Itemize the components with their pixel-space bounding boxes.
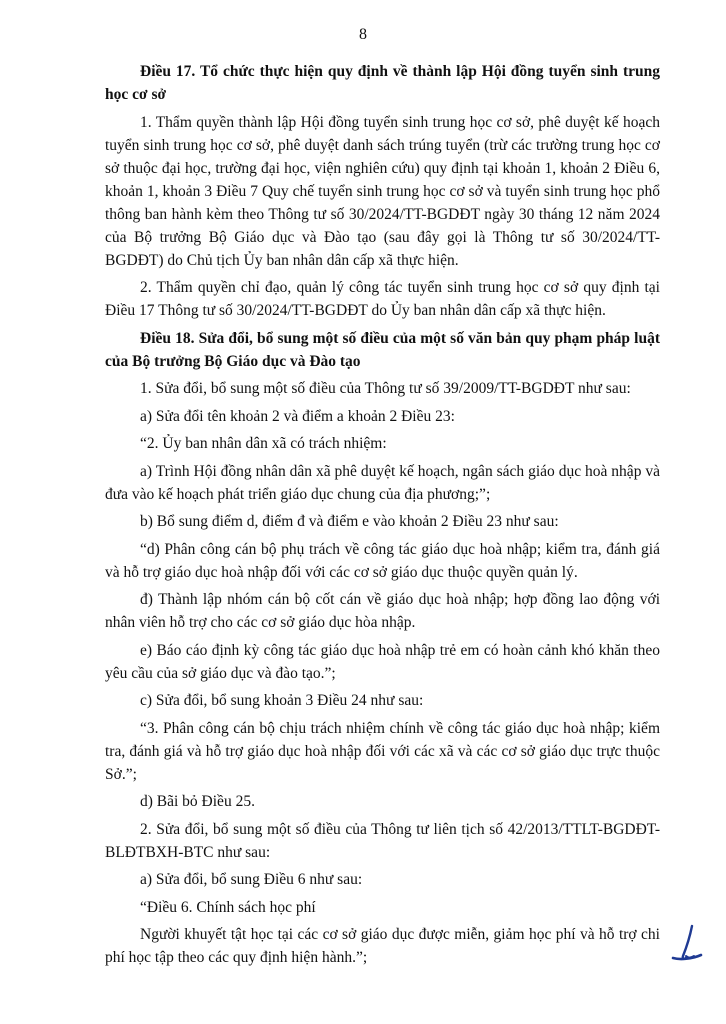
paragraph: a) Trình Hội đồng nhân dân xã phê duyệt kế hoạch, ngân sách giáo dục hoà nhập và đưa vào kế hoạch phát triển giáo dục chung của địa phương;”; <box>105 462 660 503</box>
paragraph: d) Bãi bỏ Điều 25. <box>140 793 255 810</box>
paragraph: “2. Ủy ban nhân dân xã có trách nhiệm: <box>140 435 387 452</box>
paragraph: “3. Phân công cán bộ chịu trách nhiệm chính về công tác giáo dục hoà nhập; kiểm tra, đánh giá và hỗ trợ giáo dục hoà nhập đối với các xã và các cơ sở giáo dục trực thuộc Sở.”; <box>105 719 660 783</box>
paragraph: a) Sửa đổi tên khoản 2 và điểm a khoản 2 Điều 23: <box>140 407 455 425</box>
paragraph: b) Bổ sung điểm d, điểm đ và điểm e vào khoản 2 Điều 23 như sau: <box>140 513 559 530</box>
article-heading: Điều 17. Tổ chức thực hiện quy định về thành lập Hội đồng tuyển sinh trung học cơ sở <box>105 63 660 103</box>
paragraph: Người khuyết tật học tại các cơ sở giáo dục được miễn, giảm học phí và hỗ trợ chi phí học tập theo các quy định hiện hành.”; <box>105 926 660 966</box>
paragraph: “d) Phân công cán bộ phụ trách về công tác giáo dục hoà nhập; kiểm tra, đánh giá và hỗ trợ giáo dục hoà nhập đối với các cơ sở giáo dục thuộc quyền quản lý. <box>105 540 660 581</box>
paragraph: 2. Thẩm quyền chỉ đạo, quản lý công tác tuyển sinh trung học cơ sở quy định tại Điều 17 Thông tư số 30/2024/TT-BGDĐT do Ủy ban nhân dân cấp xã thực hiện. <box>105 279 660 319</box>
paragraph: đ) Thành lập nhóm cán bộ cốt cán về giáo dục hoà nhập; hợp đồng lao động với nhân viên hỗ trợ cho các cơ sở giáo dục hòa nhập. <box>105 591 660 631</box>
signature-mark <box>670 922 704 966</box>
document-body <box>105 60 660 974</box>
paragraph: a) Sửa đổi, bổ sung Điều 6 như sau: <box>140 871 363 888</box>
paragraph: e) Báo cáo định kỳ công tác giáo dục hoà nhập trẻ em có hoàn cảnh khó khăn theo yêu cầu của sở giáo dục và đào tạo.”; <box>105 641 660 682</box>
paragraph: c) Sửa đổi, bổ sung khoản 3 Điều 24 như sau: <box>140 692 424 709</box>
paragraph: 1. Thẩm quyền thành lập Hội đồng tuyển sinh trung học cơ sở, phê duyệt kế hoạch tuyển sinh trung học cơ sở, phê duyệt danh sách trúng tuyển (trừ các trường trung học cơ sở thuộc đại học, trường đại học, viện nghiên cứu) quy định tại khoản 1, khoản 2 Điều 6, khoản 1, khoản 3 Điều 7 Quy chế tuyển sinh trung học cơ sở và tuyển sinh trung học phổ thông ban hành kèm theo Thông tư số 30/2024/TT-BGDĐT ngày 30 tháng 12 năm 2024 của Bộ trưởng Bộ Giáo dục và Đào tạo (sau đây gọi là Thông tư số 30/2024/TT-BGDĐT) do Chủ tịch Ủy ban nhân dân cấp xã thực hiện. <box>105 113 660 269</box>
paragraph: “Điều 6. Chính sách học phí <box>140 898 316 916</box>
page-number: 8 <box>359 26 367 43</box>
paragraph: 1. Sửa đổi, bổ sung một số điều của Thông tư số 39/2009/TT-BGDĐT như sau: <box>140 380 631 397</box>
paragraph: 2. Sửa đổi, bổ sung một số điều của Thông tư liên tịch số 42/2013/TTLT-BGDĐT-BLĐTBXH-BTC như sau: <box>105 820 660 861</box>
article-heading: Điều 18. Sửa đổi, bổ sung một số điều của một số văn bản quy phạm pháp luật của Bộ trưởng Bộ Giáo dục và Đào tạo <box>105 329 660 370</box>
